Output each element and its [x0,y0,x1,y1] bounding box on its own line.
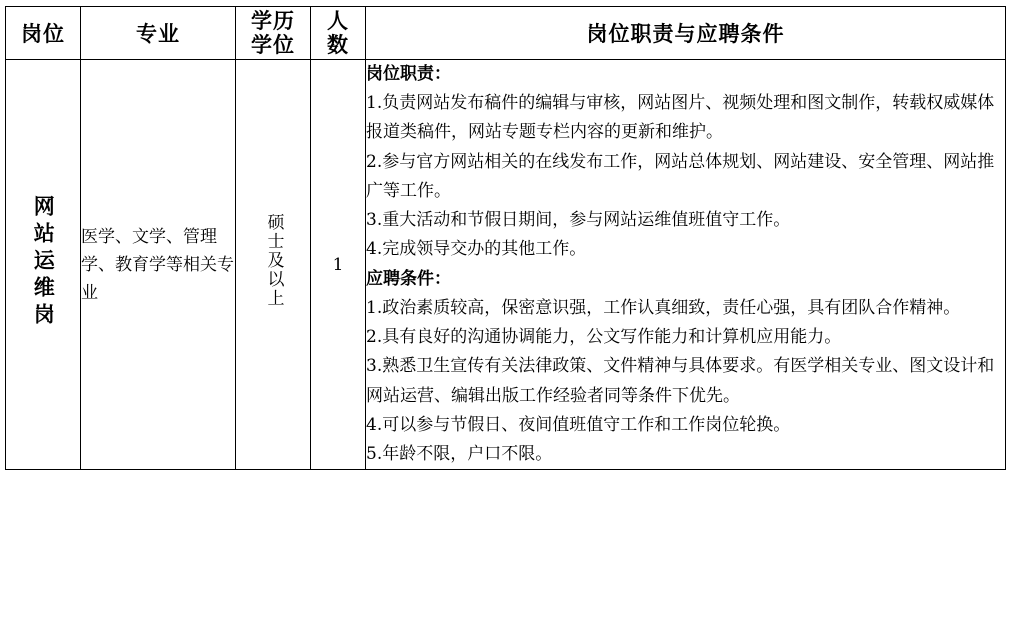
header-major: 专业 [81,7,236,60]
condition-item: 1.政治素质较高，保密意识强，工作认真细致，责任心强，具有团队合作精神。 [366,297,961,318]
condition-item: 4.可以参与节假日、夜间值班值守工作和工作岗位轮换。 [366,414,791,435]
header-degree [236,7,311,60]
condition-title: 应聘条件： [366,268,451,289]
header-post: 岗位 [6,7,81,60]
table-row [6,60,1006,470]
condition-section [366,265,1005,470]
job-posting-table [5,6,1006,470]
header-count [311,7,366,60]
cell-major: 医学、文学、管理学、教育学等相关专业 [81,60,236,470]
condition-item: 3.熟悉卫生宣传有关法律政策、文件精神与具体要求。有医学相关专业、图文设计和网站运营、编辑出版工作经验者同等条件下优先。 [366,356,995,406]
duty-section [366,60,1005,265]
duty-item: 4.完成领导交办的其他工作。 [366,239,587,260]
header-degree-line1: 学历 [251,8,295,33]
cell-post-text: 网站运维岗 [31,194,57,330]
cell-count: 1 [311,60,366,470]
header-count-line1: 人 [327,8,349,33]
condition-item: 2.具有良好的沟通协调能力，公文写作能力和计算机应用能力。 [366,327,842,348]
duty-title: 岗位职责： [366,64,451,84]
header-duty: 岗位职责与应聘条件 [366,7,1006,60]
duty-item: 2.参与官方网站相关的在线发布工作，网站总体规划、网站建设、安全管理、网站推广等工作。 [366,151,995,201]
header-degree-line2: 学位 [251,32,295,57]
table-header-row [6,7,1006,60]
cell-degree-text [262,213,285,308]
duty-item: 1.负责网站发布稿件的编辑与审核，网站图片、视频处理和图文制作，转载权威媒体报道类稿件，网站专题专栏内容的更新和维护。 [366,93,995,143]
cell-degree [236,60,311,470]
header-count-line2: 数 [327,32,349,57]
cell-post [6,60,81,470]
cell-degree-line2: 及以上 [263,250,284,308]
duty-item: 3.重大活动和节假日期间，参与网站运维值班值守工作。 [366,210,791,231]
cell-duty [366,60,1006,470]
cell-degree-line1: 硕士 [263,212,284,251]
condition-item: 5.年龄不限，户口不限。 [366,444,553,465]
